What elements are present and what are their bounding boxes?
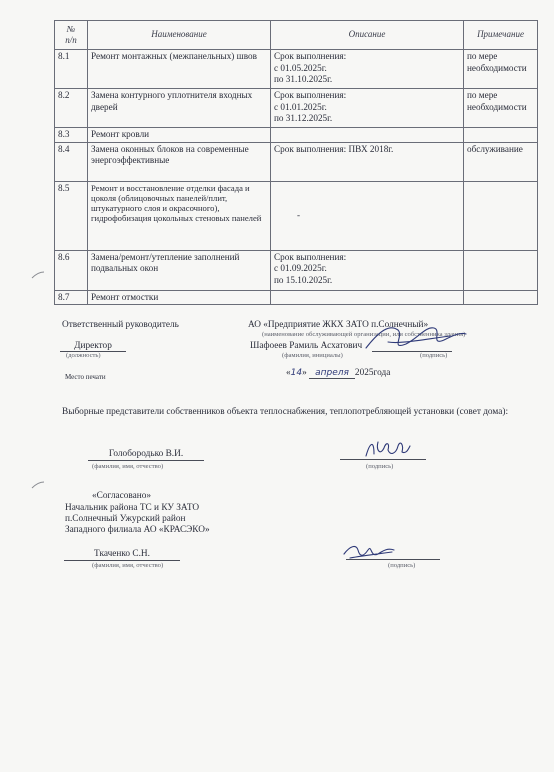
row-desc: Срок выполнения: с 01.01.2025г. по 31.12.2025г. [271, 89, 464, 128]
date-line [286, 368, 410, 378]
agreed-signature-icon [340, 540, 396, 564]
row-desc: - [271, 181, 464, 250]
row-note [464, 290, 538, 305]
row-desc: Срок выполнения: с 01.05.2025г. по 31.10.2025г. [271, 50, 464, 89]
stamp-label: Место печати [65, 373, 106, 381]
agreed-line-2: п.Солнечный Ужурский район [65, 514, 186, 524]
row-num: 8.2 [55, 89, 88, 128]
row-num: 8.7 [55, 290, 88, 305]
row-name: Замена оконных блоков на современные энергоэффективные [88, 142, 271, 181]
row-num: 8.5 [55, 181, 88, 250]
row-desc [271, 290, 464, 305]
row-note [464, 181, 538, 250]
row-name: Замена контурного уплотнителя входных дверей [88, 89, 271, 128]
row-note: обслуживание [464, 142, 538, 181]
representative-name-caption: (фамилия, имя, отчество) [92, 463, 164, 470]
row-desc: Срок выполнения: ПВХ 2018г. [271, 142, 464, 181]
header-name: Наименование [88, 21, 271, 50]
row-num: 8.1 [55, 50, 88, 89]
person-name: Шафоеев Рамиль Асхатович [250, 341, 363, 351]
responsible-label: Ответственный руководитель [62, 320, 179, 330]
row-desc: Срок выполнения: с 01.09.2025г. по 15.10.2025г. [271, 250, 464, 290]
representative-name: Голобородько В.И. [88, 449, 204, 461]
table-row [55, 50, 538, 89]
date-open-quote: « [286, 368, 291, 378]
header-desc: Описание [271, 21, 464, 50]
date-day: 14 [290, 368, 303, 378]
person-caption: (фамилия, инициалы) [282, 352, 343, 359]
organization-name: АО «Предприятие ЖКХ ЗАТО п.Солнечный» [248, 320, 429, 330]
row-note [464, 250, 538, 290]
row-name: Ремонт монтажных (межпанельных) швов [88, 50, 271, 89]
director-signature-icon [360, 320, 470, 356]
representative-signature-caption: (подпись) [366, 463, 394, 470]
table-row [55, 290, 538, 305]
date-month: апреля [309, 368, 355, 379]
table-header-row [55, 21, 538, 50]
table-row [55, 181, 538, 250]
table-row [55, 128, 538, 143]
row-num: 8.6 [55, 250, 88, 290]
table-row [55, 142, 538, 181]
representative-signature-icon [362, 436, 412, 462]
row-desc [271, 128, 464, 143]
agreed-line-1: Начальник района ТС и КУ ЗАТО [65, 503, 200, 513]
row-name: Ремонт и восстановление отделки фасада и цоколя (облицовочных панелей/плит, штукатурного слоя и окрасочного), гидрофобизация цокольных стеновых панелей [88, 181, 271, 250]
works-table [54, 20, 538, 305]
row-note: по мере необходимости [464, 50, 538, 89]
row-note [464, 128, 538, 143]
position-value: Директор [60, 341, 126, 352]
agreed-title: «Согласовано» [92, 491, 152, 501]
position-caption: (должность) [66, 352, 101, 359]
row-note: по мере необходимости [464, 89, 538, 128]
row-name: Ремонт отмостки [88, 290, 271, 305]
agreed-signature-caption: (подпись) [388, 562, 416, 569]
signature-caption: (подпись) [420, 352, 448, 359]
date-close-quote: » [302, 368, 307, 378]
margin-mark-icon [30, 480, 46, 490]
agreed-name: Ткаченко С.Н. [64, 549, 180, 561]
org-caption: (наименование обслуживающей организации, или собственника здания) [262, 331, 466, 338]
table-row [55, 89, 538, 128]
row-name: Замена/ремонт/утепление заполнений подвальных окон [88, 250, 271, 290]
row-num: 8.3 [55, 128, 88, 143]
margin-mark-icon [30, 270, 46, 280]
date-year: 2025года [354, 368, 391, 378]
row-num: 8.4 [55, 142, 88, 181]
header-note: Примечание [464, 21, 538, 50]
agreed-line-3: Западного филиала АО «КРАСЭКО» [65, 525, 210, 535]
representatives-text: Выборные представители собственников объекта теплоснабжения, теплопотребляющей установки (совет дома): [62, 407, 509, 417]
agreed-name-caption: (фамилия, имя, отчество) [92, 562, 164, 569]
row-name: Ремонт кровли [88, 128, 271, 143]
header-num: № п/п [55, 21, 88, 50]
table-row [55, 250, 538, 290]
